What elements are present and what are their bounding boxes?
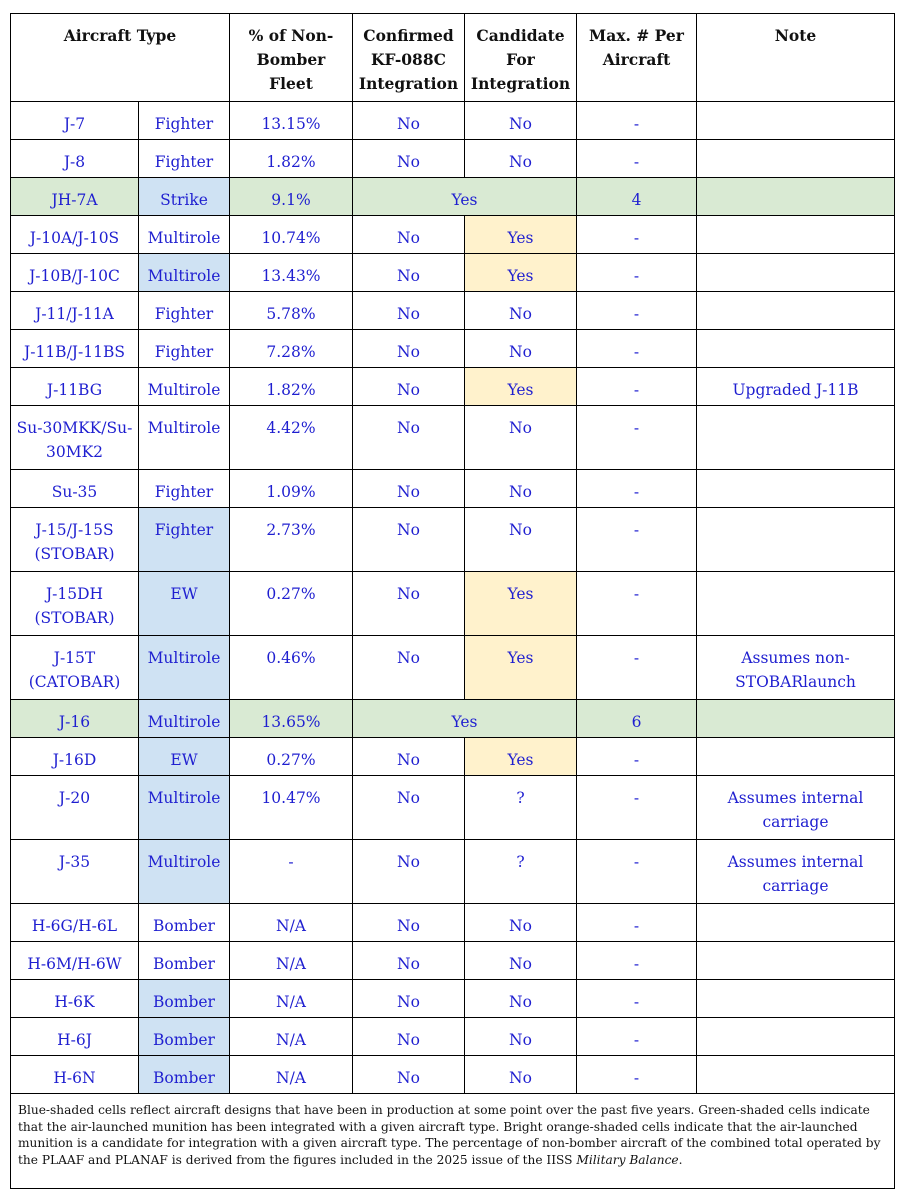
footnote-main: Blue-shaded cells reflect aircraft designs that have been in production at some point over the past five years. Green-shaded cells indicate that the air-launched munition has been integrated with a given aircraft type. Bright orange-shaded cells indicate that the air-launched munition is a candidate for integration with a given aircraft type. The percentage of non-bomber aircraft of the combined total operated by the PLAAF and PLANAF is derived from the figures included in the 2025 issue of the IISS	[18, 1103, 881, 1167]
cell-name: J-15/J-15S (STOBAR)	[11, 508, 139, 572]
cell-pct: 9.1%	[230, 178, 353, 216]
cell-role: Bomber	[139, 1056, 230, 1094]
cell-name: J-20	[11, 776, 139, 840]
cell-role: Bomber	[139, 980, 230, 1018]
cell-note: Upgraded J-11B	[697, 368, 895, 406]
cell-max: -	[577, 292, 697, 330]
cell-confirmed: No	[353, 942, 465, 980]
cell-note: Assumes non-STOBARlaunch	[697, 636, 895, 700]
table-row	[11, 368, 895, 406]
footnote-end: .	[678, 1152, 683, 1167]
cell-role: EW	[139, 738, 230, 776]
cell-confirmed: No	[353, 572, 465, 636]
cell-max: -	[577, 368, 697, 406]
table-row	[11, 840, 895, 904]
table-row	[11, 700, 895, 738]
footnote-italic: Military Balance	[576, 1152, 679, 1167]
cell-candidate: No	[465, 140, 577, 178]
table-row	[11, 406, 895, 470]
table-wrapper	[10, 13, 894, 1189]
cell-name: J-15DH (STOBAR)	[11, 572, 139, 636]
cell-candidate: Yes	[465, 636, 577, 700]
cell-confirmed: No	[353, 636, 465, 700]
cell-pct: 2.73%	[230, 508, 353, 572]
cell-pct: -	[230, 840, 353, 904]
cell-note: Assumes internal carriage	[697, 776, 895, 840]
header-confirmed: Confirmed KF-088C Integration	[353, 14, 465, 102]
cell-name: H-6N	[11, 1056, 139, 1094]
cell-max: -	[577, 330, 697, 368]
cell-confirmed: No	[353, 776, 465, 840]
footnote-row	[11, 1094, 895, 1189]
cell-note	[697, 572, 895, 636]
cell-note: Assumes internal carriage	[697, 840, 895, 904]
table-row	[11, 636, 895, 700]
header-row	[11, 14, 895, 102]
cell-note	[697, 1056, 895, 1094]
cell-max: -	[577, 776, 697, 840]
cell-role: Multirole	[139, 776, 230, 840]
table-row	[11, 508, 895, 572]
cell-candidate: No	[465, 406, 577, 470]
table-row	[11, 1018, 895, 1056]
table-row	[11, 102, 895, 140]
cell-max: -	[577, 140, 697, 178]
cell-max: -	[577, 406, 697, 470]
cell-note	[697, 980, 895, 1018]
cell-name: J-7	[11, 102, 139, 140]
cell-note	[697, 1018, 895, 1056]
cell-pct: 4.42%	[230, 406, 353, 470]
cell-max: -	[577, 636, 697, 700]
cell-role: Fighter	[139, 102, 230, 140]
header-note: Note	[697, 14, 895, 102]
cell-confirmed: No	[353, 406, 465, 470]
cell-role: Multirole	[139, 840, 230, 904]
cell-candidate: No	[465, 942, 577, 980]
cell-max: -	[577, 102, 697, 140]
cell-max: -	[577, 738, 697, 776]
cell-candidate: No	[465, 330, 577, 368]
cell-max: -	[577, 980, 697, 1018]
cell-candidate: Yes	[465, 216, 577, 254]
cell-pct: N/A	[230, 942, 353, 980]
cell-candidate: No	[465, 980, 577, 1018]
cell-role: Multirole	[139, 216, 230, 254]
cell-pct: 10.74%	[230, 216, 353, 254]
cell-candidate: Yes	[465, 738, 577, 776]
cell-candidate: No	[465, 292, 577, 330]
cell-name: J-8	[11, 140, 139, 178]
cell-role: EW	[139, 572, 230, 636]
cell-note	[697, 216, 895, 254]
cell-name: H-6K	[11, 980, 139, 1018]
cell-role: Fighter	[139, 508, 230, 572]
table-row	[11, 178, 895, 216]
cell-candidate: No	[465, 1018, 577, 1056]
cell-role: Strike	[139, 178, 230, 216]
cell-max: -	[577, 1018, 697, 1056]
cell-name: H-6J	[11, 1018, 139, 1056]
header-candidate: Candidate For Integration	[465, 14, 577, 102]
cell-pct: 1.09%	[230, 470, 353, 508]
cell-integrated: Yes	[353, 700, 577, 738]
cell-confirmed: No	[353, 254, 465, 292]
cell-pct: N/A	[230, 980, 353, 1018]
cell-role: Fighter	[139, 470, 230, 508]
cell-candidate: No	[465, 470, 577, 508]
cell-confirmed: No	[353, 1018, 465, 1056]
cell-confirmed: No	[353, 368, 465, 406]
cell-max: -	[577, 572, 697, 636]
cell-note	[697, 292, 895, 330]
cell-note	[697, 330, 895, 368]
cell-pct: 5.78%	[230, 292, 353, 330]
cell-max: -	[577, 508, 697, 572]
cell-max: -	[577, 840, 697, 904]
cell-name: Su-30MKK/Su-30MK2	[11, 406, 139, 470]
cell-note	[697, 904, 895, 942]
cell-candidate: No	[465, 1056, 577, 1094]
cell-pct: 1.82%	[230, 368, 353, 406]
cell-pct: 7.28%	[230, 330, 353, 368]
cell-max: 6	[577, 700, 697, 738]
cell-note	[697, 508, 895, 572]
cell-note	[697, 942, 895, 980]
cell-confirmed: No	[353, 1056, 465, 1094]
cell-max: -	[577, 904, 697, 942]
cell-name: H-6G/H-6L	[11, 904, 139, 942]
cell-note	[697, 470, 895, 508]
cell-name: J-16D	[11, 738, 139, 776]
table-row	[11, 776, 895, 840]
cell-pct: N/A	[230, 1018, 353, 1056]
cell-max: -	[577, 254, 697, 292]
cell-note	[697, 406, 895, 470]
table-row	[11, 1056, 895, 1094]
cell-name: J-15T (CATOBAR)	[11, 636, 139, 700]
table-row	[11, 292, 895, 330]
cell-confirmed: No	[353, 508, 465, 572]
cell-pct: 13.43%	[230, 254, 353, 292]
cell-name: Su-35	[11, 470, 139, 508]
cell-confirmed: No	[353, 840, 465, 904]
table-row	[11, 140, 895, 178]
cell-note	[697, 738, 895, 776]
table-row	[11, 942, 895, 980]
cell-note	[697, 140, 895, 178]
cell-name: J-10A/J-10S	[11, 216, 139, 254]
cell-note	[697, 700, 895, 738]
cell-name: J-16	[11, 700, 139, 738]
cell-name: J-11B/J-11BS	[11, 330, 139, 368]
cell-confirmed: No	[353, 330, 465, 368]
cell-role: Multirole	[139, 368, 230, 406]
cell-confirmed: No	[353, 738, 465, 776]
cell-role: Bomber	[139, 1018, 230, 1056]
cell-note	[697, 178, 895, 216]
cell-role: Fighter	[139, 330, 230, 368]
cell-role: Multirole	[139, 700, 230, 738]
cell-name: J-11BG	[11, 368, 139, 406]
cell-candidate: ?	[465, 776, 577, 840]
cell-role: Multirole	[139, 254, 230, 292]
cell-pct: 1.82%	[230, 140, 353, 178]
cell-candidate: No	[465, 904, 577, 942]
cell-candidate: ?	[465, 840, 577, 904]
table-row	[11, 980, 895, 1018]
cell-pct: N/A	[230, 904, 353, 942]
cell-name: J-35	[11, 840, 139, 904]
cell-role: Fighter	[139, 292, 230, 330]
cell-role: Bomber	[139, 904, 230, 942]
cell-pct: 0.27%	[230, 738, 353, 776]
header-pct-fleet: % of Non-Bomber Fleet	[230, 14, 353, 102]
cell-role: Fighter	[139, 140, 230, 178]
cell-name: J-10B/J-10C	[11, 254, 139, 292]
header-aircraft-type: Aircraft Type	[11, 14, 230, 102]
cell-confirmed: No	[353, 140, 465, 178]
cell-pct: N/A	[230, 1056, 353, 1094]
cell-candidate: No	[465, 102, 577, 140]
cell-role: Multirole	[139, 636, 230, 700]
cell-name: JH-7A	[11, 178, 139, 216]
cell-max: -	[577, 470, 697, 508]
table-row	[11, 738, 895, 776]
cell-name: J-11/J-11A	[11, 292, 139, 330]
cell-confirmed: No	[353, 102, 465, 140]
cell-candidate: Yes	[465, 254, 577, 292]
cell-confirmed: No	[353, 216, 465, 254]
cell-note	[697, 254, 895, 292]
aircraft-integration-table	[10, 13, 895, 1189]
cell-name: H-6M/H-6W	[11, 942, 139, 980]
cell-role: Bomber	[139, 942, 230, 980]
cell-confirmed: No	[353, 292, 465, 330]
header-max-per: Max. # Per Aircraft	[577, 14, 697, 102]
cell-pct: 10.47%	[230, 776, 353, 840]
cell-candidate: Yes	[465, 572, 577, 636]
cell-max: -	[577, 1056, 697, 1094]
cell-pct: 13.65%	[230, 700, 353, 738]
table-row	[11, 254, 895, 292]
table-row	[11, 330, 895, 368]
cell-confirmed: No	[353, 470, 465, 508]
cell-candidate: Yes	[465, 368, 577, 406]
table-row	[11, 572, 895, 636]
cell-pct: 0.46%	[230, 636, 353, 700]
cell-pct: 0.27%	[230, 572, 353, 636]
cell-confirmed: No	[353, 904, 465, 942]
table-row	[11, 216, 895, 254]
cell-pct: 13.15%	[230, 102, 353, 140]
cell-role: Multirole	[139, 406, 230, 470]
table-row	[11, 470, 895, 508]
cell-max: 4	[577, 178, 697, 216]
table-footnote	[11, 1094, 895, 1189]
cell-max: -	[577, 942, 697, 980]
table-row	[11, 904, 895, 942]
cell-note	[697, 102, 895, 140]
cell-max: -	[577, 216, 697, 254]
cell-candidate: No	[465, 508, 577, 572]
cell-integrated: Yes	[353, 178, 577, 216]
cell-confirmed: No	[353, 980, 465, 1018]
